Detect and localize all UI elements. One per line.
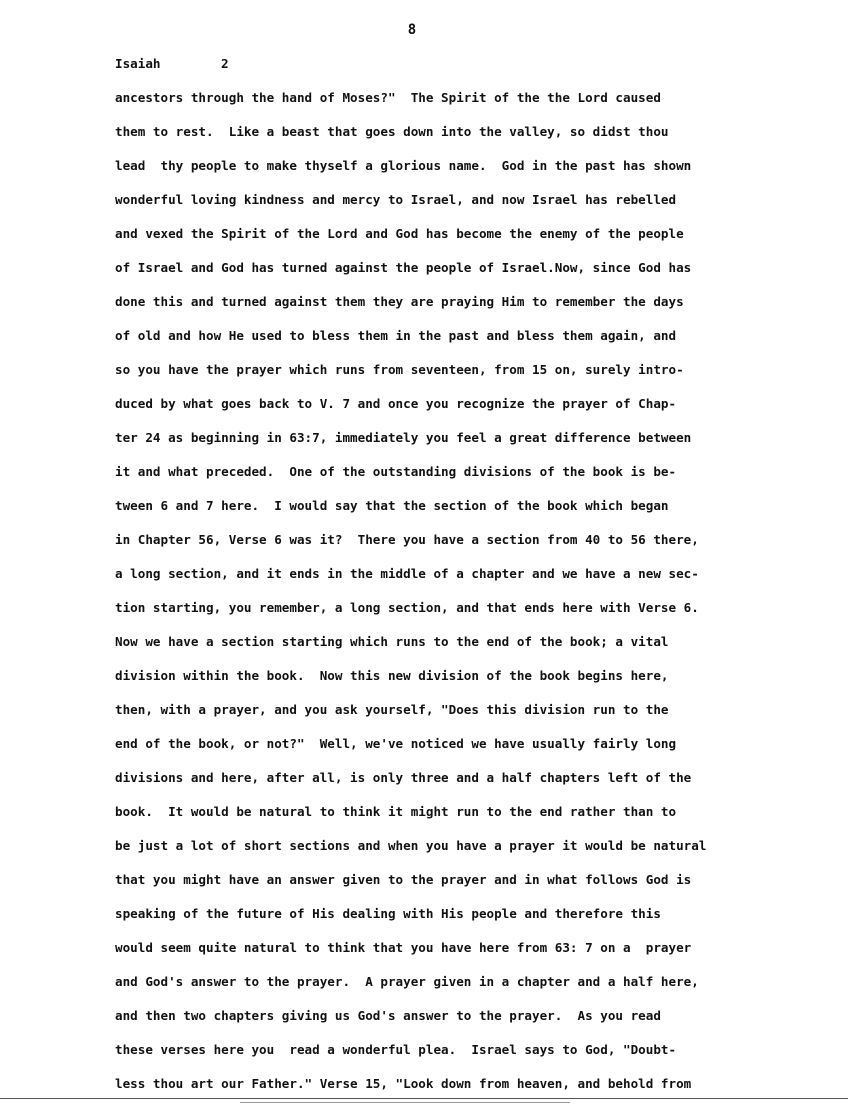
text-line: Now we have a section starting which runs to the end of the book; a vital [115,634,669,649]
bottom-rule [0,1098,848,1099]
text-line: duced by what goes back to V. 7 and once you recognize the prayer of Chap- [115,396,677,411]
text-line: and God's answer to the prayer. A prayer given in a chapter and a half here, [115,974,699,989]
text-line: less thou art our Father." Verse 15, "Look down from heaven, and behold from [115,1076,692,1091]
text-line: wonderful loving kindness and mercy to Israel, and now Israel has rebelled [115,192,677,207]
text-line: be just a lot of short sections and when you have a prayer it would be natural [115,838,707,853]
text-line: ancestors through the hand of Moses?" The Spirit of the the Lord caused [115,90,661,105]
running-header [115,54,229,74]
text-line: of old and how He used to bless them in the past and bless them again, and [115,328,677,343]
bottom-rule-secondary [240,1102,570,1103]
text-line: and then two chapters giving us God's answer to the prayer. As you read [115,1008,661,1023]
text-line: these verses here you read a wonderful plea. Israel says to God, "Doubt- [115,1042,677,1057]
text-line: it and what preceded. One of the outstanding divisions of the book is be- [115,464,677,479]
text-line: a long section, and it ends in the middle of a chapter and we have a new sec- [115,566,699,581]
text-line: divisions and here, after all, is only three and a half chapters left of the [115,770,692,785]
text-line: them to rest. Like a beast that goes down into the valley, so didst thou [115,124,669,139]
text-line: tion starting, you remember, a long section, and that ends here with Verse 6. [115,600,699,615]
text-line: book. It would be natural to think it might run to the end rather than to [115,804,677,819]
text-line: of Israel and God has turned against the people of Israel.Now, since God has [115,260,692,275]
text-line: ter 24 as beginning in 63:7, immediately you feel a great difference between [115,430,692,445]
text-line: then, with a prayer, and you ask yourself, "Does this division run to the [115,702,669,717]
text-line: lead thy people to make thyself a glorious name. God in the past has shown [115,158,692,173]
text-line: speaking of the future of His dealing with His people and therefore this [115,906,661,921]
text-line: done this and turned against them they are praying Him to remember the days [115,294,684,309]
page-number: 8 [407,22,417,38]
header-book-name: Isaiah [115,56,161,71]
text-line: end of the book, or not?" Well, we've noticed we have usually fairly long [115,736,677,751]
header-chapter-number: 2 [221,56,229,71]
text-line: so you have the prayer which runs from seventeen, from 15 on, surely intro- [115,362,684,377]
text-line: that you might have an answer given to the prayer and in what follows God is [115,872,692,887]
body-text [115,88,815,1108]
text-line: in Chapter 56, Verse 6 was it? There you have a section from 40 to 56 there, [115,532,699,547]
text-line: would seem quite natural to think that you have here from 63: 7 on a prayer [115,940,692,955]
text-line: tween 6 and 7 here. I would say that the section of the book which began [115,498,669,513]
text-line: division within the book. Now this new division of the book begins here, [115,668,669,683]
text-line: and vexed the Spirit of the Lord and God has become the enemy of the people [115,226,684,241]
